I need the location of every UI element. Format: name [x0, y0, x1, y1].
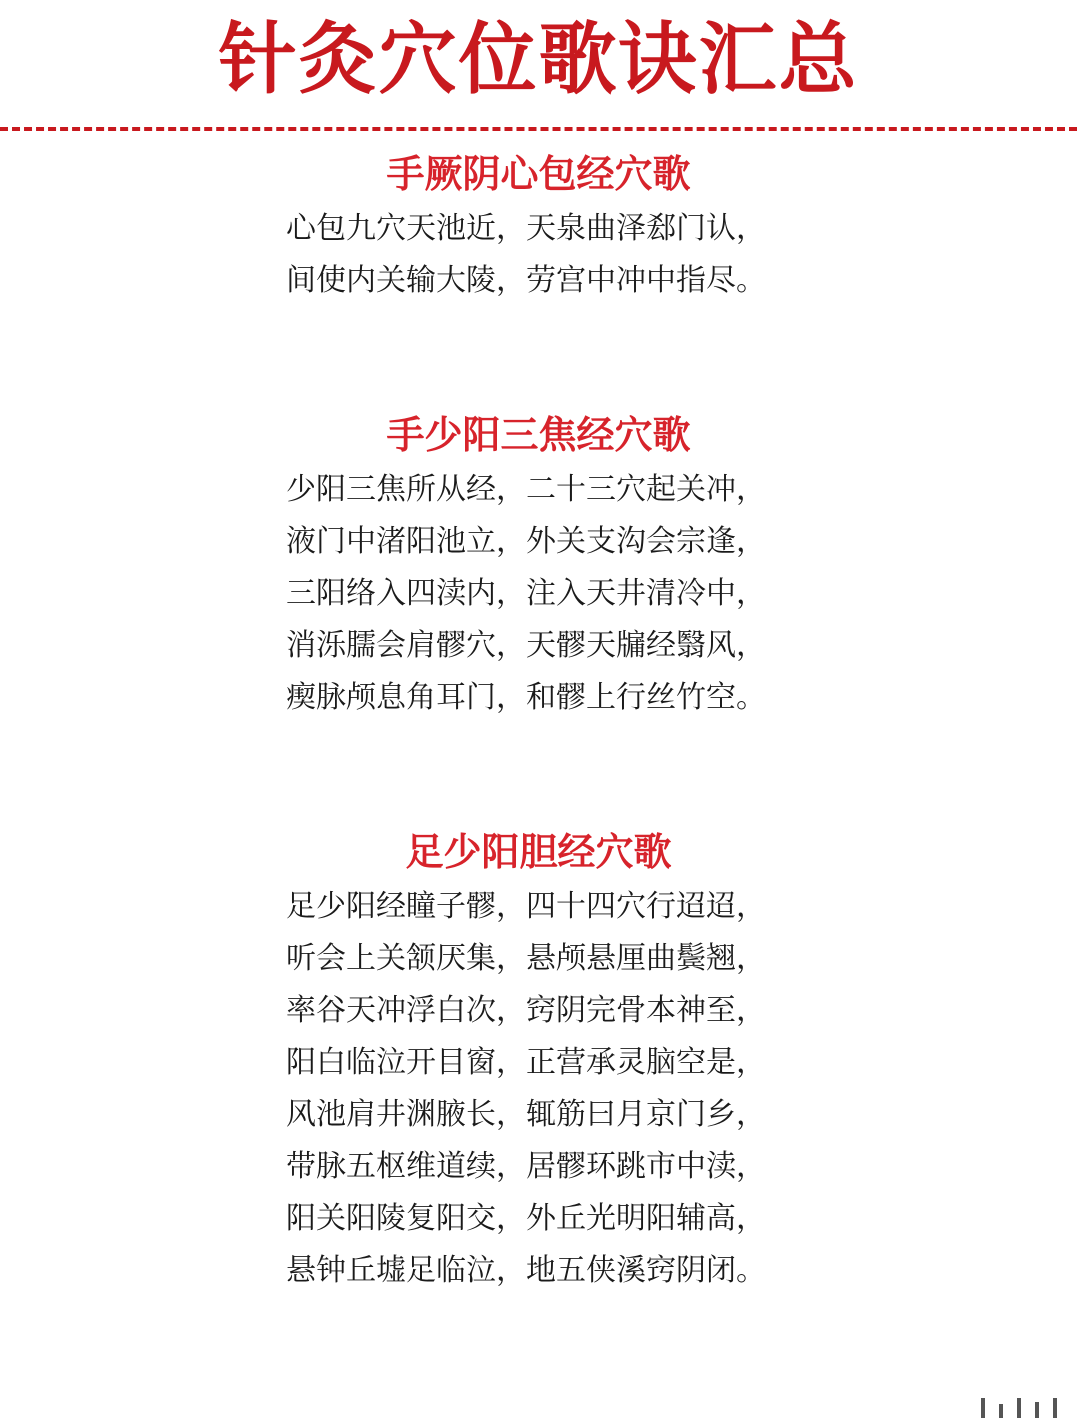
verse-line: 消泺臑会肩髎穴，天髎天牖经翳风， — [286, 628, 766, 663]
verse-line: 率谷天冲浮白次，窍阴完骨本神至， — [286, 993, 766, 1028]
verse-line: 悬钟丘墟足临泣，地五侠溪窍阴闭。 — [286, 1253, 766, 1288]
watermark-bar — [981, 1398, 985, 1418]
section-title: 手厥阴心包经穴歌 — [386, 152, 691, 196]
verse-line: 听会上关颔厌集，悬颅悬厘曲鬓翘， — [286, 941, 766, 976]
section-pericardium — [0, 150, 1077, 307]
verse-block — [0, 464, 1077, 724]
verse-line: 阳关阳陵复阳交，外丘光明阳辅高， — [286, 1201, 766, 1236]
section-title: 足少阳胆经穴歌 — [405, 830, 672, 874]
page-title: 针灸穴位歌诀汇总 — [218, 15, 859, 105]
watermark-bar — [1017, 1398, 1021, 1418]
watermark-bar — [1035, 1402, 1039, 1418]
watermark-marks — [981, 1396, 1057, 1418]
verse-line: 瘈脉颅息角耳门，和髎上行丝竹空。 — [286, 680, 766, 715]
watermark-bar — [999, 1404, 1003, 1418]
verse-line: 阳白临泣开目窗，正营承灵脑空是， — [286, 1045, 766, 1080]
verse-line: 风池肩井渊腋长，辄筋曰月京门乡， — [286, 1097, 766, 1132]
section-triple-burner — [0, 411, 1077, 724]
section-title: 手少阳三焦经穴歌 — [386, 413, 691, 457]
verse-line: 带脉五枢维道续，居髎环跳市中渎， — [286, 1149, 766, 1184]
watermark-bar — [1053, 1398, 1057, 1418]
verse-block — [0, 203, 1077, 307]
title-divider — [0, 127, 1077, 131]
verse-line: 三阳络入四渎内，注入天井清冷中， — [286, 576, 766, 611]
section-gallbladder — [0, 828, 1077, 1297]
verse-line: 液门中渚阳池立，外关支沟会宗逢， — [286, 524, 766, 559]
verse-line: 少阳三焦所从经，二十三穴起关冲， — [286, 472, 766, 507]
verse-line: 间使内关输大陵，劳宫中冲中指尽。 — [286, 263, 766, 298]
verse-line: 心包九穴天池近，天泉曲泽郄门认， — [286, 211, 766, 246]
verse-block — [0, 881, 1077, 1297]
verse-line: 足少阳经瞳子髎，四十四穴行迢迢， — [286, 889, 766, 924]
